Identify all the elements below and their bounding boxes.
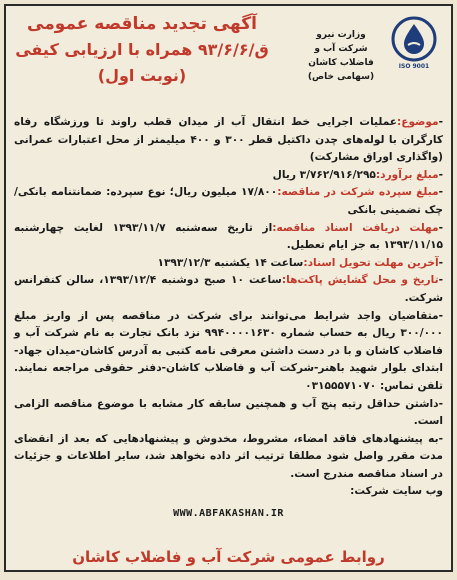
section-text: از تاریخ سه‌شنبه ۱۳۹۳/۱۱/۷ لغایت چهارشنبه ۱۳۹۳/۱۱/۱۵ به جز ایام تعطیل. — [14, 221, 443, 252]
website-link[interactable]: WWW.ABFAKASHAN.IR — [173, 508, 284, 520]
section-label: - مبلغ برآورد: — [376, 169, 443, 181]
section-requirement: -داشتن حداقل رتبه پنج آب و همچنین سابقه کار مشابه با موضوع مناقصه الزامی است. — [14, 397, 443, 428]
water-drop-icon — [391, 16, 437, 62]
org-type: (سهامی خاص) — [307, 72, 375, 82]
section-text: به پیشنهادهای فاقد امضاء، مشروط، مخدوش و پیشنهادهایی که بعد از انقضای مدت مقرر واصل شود مطلقا ترتیب اثر داده نخواهد شد، سایر اطلاعات و جزئیات در اسناد مناقصه مندرج است. — [14, 432, 443, 480]
section-website-label — [14, 483, 443, 501]
notice-header — [6, 6, 451, 114]
company-logo — [385, 16, 443, 86]
section-text: ۳/۷۶۲/۹۱۶/۲۹۵ ریال — [272, 168, 376, 181]
section-label: - موضوع: — [397, 116, 443, 128]
tender-notice — [4, 4, 453, 572]
org-company: شرکت آب و فاضلاب کاشان — [308, 44, 374, 68]
section-subject — [14, 114, 443, 167]
section-deposit — [14, 184, 443, 219]
organization-name — [301, 28, 381, 84]
section-label: - تاریخ و محل گشایش پاکت‌ها: — [282, 274, 443, 286]
org-ministry: وزارت نیرو — [316, 30, 366, 40]
section-text: وب سایت شرکت: — [350, 485, 443, 498]
section-label: - مهلت دریافت اسناد مناقصه: — [272, 222, 443, 234]
section-applicants: -متقاضیان واجد شرایط می‌توانند برای شرکت در مناقصه پس از واریز مبلغ ۳۰۰/۰۰۰ ریال به حساب شماره ۹۹۴۰۰۰۰۱۶۳۰ نزد بانک تجارت به نام شرکت آب و فاضلاب کاشان و با در دست داشتن معرفی نامه کتبی به آدرس کاشان-میدان جهاد-ابتدای بلوار شهید باهنر-شرکت آب و فاضلاب کاشان-دفتر حقوقی مراجعه نمایند. تلفن تماس: ۰۳۱۵۵۵۷۱۰۷۰ — [14, 309, 443, 392]
section-label: - مبلغ سپرده شرکت در مناقصه: — [277, 186, 443, 198]
section-text: داشتن حداقل رتبه پنج آب و همچنین سابقه کار مشابه با موضوع مناقصه الزامی است. — [14, 397, 443, 428]
section-text: ساعت ۱۴ یکشنبه ۱۳۹۳/۱۲/۳ — [157, 256, 304, 269]
section-estimate — [14, 167, 443, 185]
section-label: - آخرین مهلت تحویل اسناد: — [303, 257, 443, 269]
section-text: ساعت ۱۰ صبح دوشنبه ۱۳۹۳/۱۲/۴، سالن کنفرانس شرکت. — [14, 274, 443, 304]
footer-signature: روابط عمومی شرکت آب و فاضلاب کاشان — [72, 548, 385, 566]
title-line-1: آگهی تجدید مناقصه عمومی — [27, 14, 257, 34]
section-text: عملیات اجرایی خط انتقال آب از میدان قطب راوند تا ورزشگاه رفاه کارگران با لوله‌های چدن داکتیل قطر ۳۰۰ و ۴۰۰ میلیمتر از محل اعتبارات عمرانی (واگذاری اوراق مشارکت) — [14, 116, 444, 164]
section-document-period — [14, 220, 443, 255]
iso-label: ISO 9001 — [398, 63, 430, 70]
section-delivery-deadline — [14, 255, 443, 273]
notice-title — [12, 12, 272, 89]
section-opening — [14, 272, 443, 307]
title-line-2: ق/۹۳/۶/۶ همراه با ارزیابی کیفی — [15, 40, 269, 59]
notice-body — [6, 114, 451, 523]
section-text: ۱۷/۸۰۰ میلیون ریال؛ نوع سپرده: ضمانتنامه بانکی/ چک تضمینی بانکی — [14, 186, 443, 216]
title-line-3: (نوبت اول) — [97, 66, 187, 85]
section-text: متقاضیان واجد شرایط می‌توانند برای شرکت در مناقصه پس از واریز مبلغ ۳۰۰/۰۰۰ ریال به حساب شماره ۹۹۴۰۰۰۰۱۶۳۰ نزد بانک تجارت به نام شرکت آب و فاضلاب کاشان و با در دست داشتن معرفی نامه کتبی به آدرس کاشان-میدان جهاد-ابتدای بلوار شهید باهنر-شرکت آب و فاضلاب کاشان-دفتر حقوقی مراجعه نمایند. تلفن تماس: ۰۳۱۵۵۵۷۱۰۷۰ — [14, 309, 443, 392]
section-conditions: -به پیشنهادهای فاقد امضاء، مشروط، مخدوش و پیشنهادهایی که بعد از انقضای مدت مقرر واصل شود مطلقا ترتیب اثر داده نخواهد شد، سایر اطلاعات و جزئیات در اسناد مناقصه مندرج است. — [14, 432, 443, 480]
